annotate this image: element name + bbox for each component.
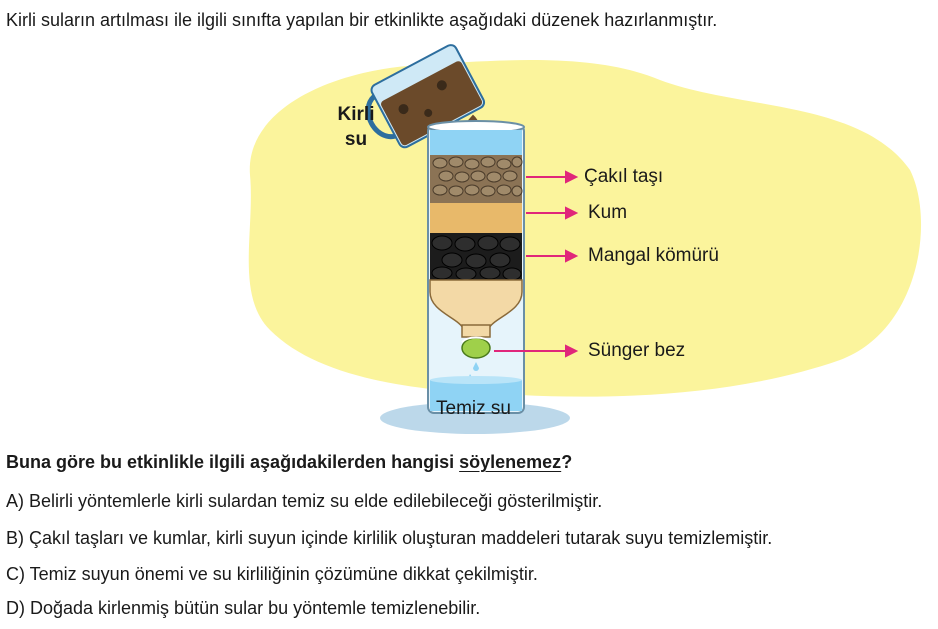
dirty-water-label-line1: Kirli bbox=[337, 104, 375, 125]
intro-text: Kirli suların artılması ile ilgili sınıfta yapılan bir etkinlikte aşağıdaki düzenek hazırlanmıştır. bbox=[6, 10, 718, 30]
option-d[interactable]: D) Doğada kirlenmiş bütün sular bu yöntemle temizlenebilir. bbox=[6, 598, 481, 618]
sponge bbox=[462, 338, 490, 358]
dirty-water-label-line2: su bbox=[344, 129, 368, 150]
question-text-after: ? bbox=[561, 452, 573, 472]
clean-water-label: Temiz su bbox=[436, 398, 511, 419]
option-c[interactable]: C) Temiz suyun önemi ve su kirliliğinin çözümüne dikkat çekilmiştir. bbox=[6, 564, 538, 584]
layer-label-charcoal: Mangal kömürü bbox=[588, 245, 719, 266]
dirty-water-label bbox=[333, 102, 379, 152]
option-a[interactable]: A) Belirli yöntemlerle kirli sulardan temiz su elde edilebileceği gösterilmiştir. bbox=[6, 491, 603, 511]
layer-label-sand: Kum bbox=[588, 202, 628, 223]
question-text bbox=[6, 452, 572, 473]
sand-layer bbox=[430, 203, 522, 233]
layer-label-sponge: Sünger bez bbox=[588, 340, 686, 361]
layer-label-gravel: Çakıl taşı bbox=[584, 166, 664, 187]
question-text-before: Buna göre bu etkinlikle ilgili aşağıdakilerden hangisi bbox=[6, 452, 460, 472]
question-emphasis: söylenemez bbox=[459, 452, 562, 472]
option-b[interactable]: B) Çakıl taşları ve kumlar, kirli suyun içinde kirlilik oluşturan maddeleri tutarak suyu temizlemiştir. bbox=[6, 528, 773, 548]
